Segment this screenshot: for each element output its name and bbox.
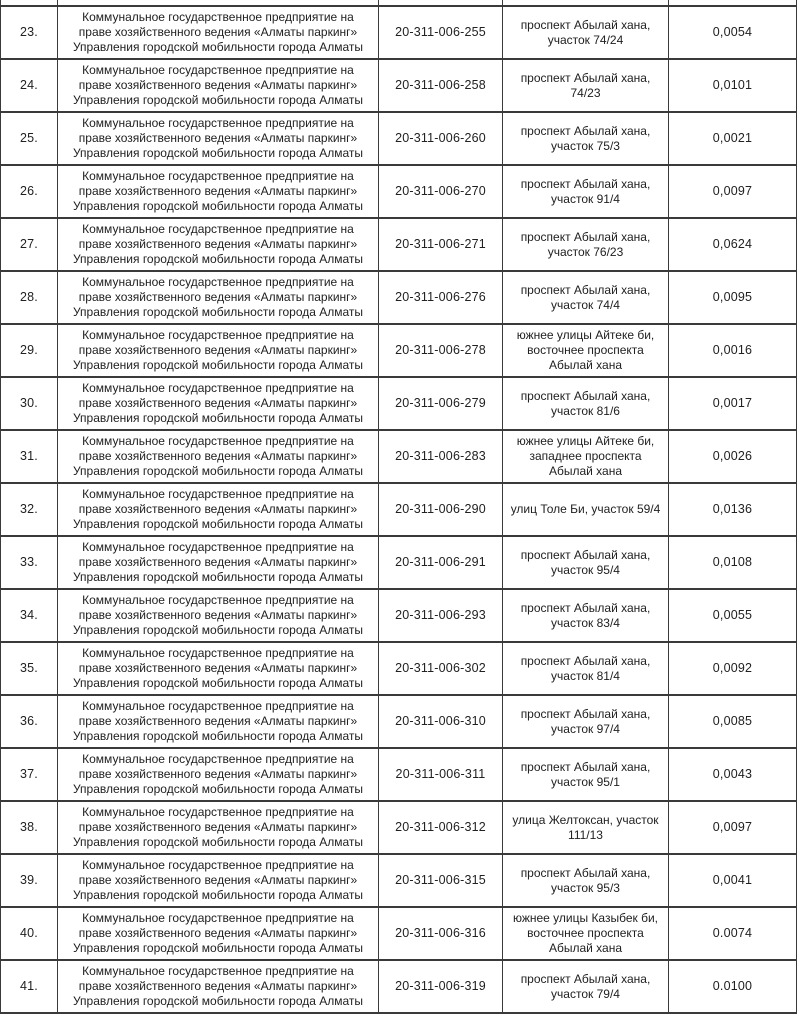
address-cell: проспект Абылай хана, участок 95/3 bbox=[503, 854, 669, 907]
table-row bbox=[1, 112, 797, 165]
address-cell: улица Желтоксан, участок 111/13 bbox=[503, 801, 669, 854]
table-row bbox=[1, 6, 797, 59]
area-cell: 0,0054 bbox=[669, 6, 797, 59]
area-cell: 0,0017 bbox=[669, 377, 797, 430]
organization-cell: Коммунальное государственное предприятие на праве хозяйственного ведения «Алматы паркинг» Управления городской мобильности города Алматы bbox=[58, 430, 379, 483]
code-cell: 20-311-006-290 bbox=[379, 483, 503, 536]
organization-cell: Коммунальное государственное предприятие на праве хозяйственного ведения «Алматы паркинг» Управления городской мобильности города Алматы bbox=[58, 165, 379, 218]
row-number-cell: 27. bbox=[1, 218, 58, 271]
code-cell: 20-311-006-260 bbox=[379, 112, 503, 165]
code-cell: 20-311-006-271 bbox=[379, 218, 503, 271]
code-cell: 20-311-006-293 bbox=[379, 589, 503, 642]
row-number-cell: 32. bbox=[1, 483, 58, 536]
address-cell: проспект Абылай хана, участок 83/4 bbox=[503, 589, 669, 642]
area-cell: 0,0016 bbox=[669, 324, 797, 377]
row-number-cell: 36. bbox=[1, 695, 58, 748]
address-cell: проспект Абылай хана, участок 95/1 bbox=[503, 748, 669, 801]
organization-cell: Коммунальное государственное предприятие на праве хозяйственного ведения «Алматы паркинг» Управления городской мобильности города Алматы bbox=[58, 377, 379, 430]
address-cell: проспект Абылай хана, участок 97/4 bbox=[503, 695, 669, 748]
code-cell: 20-311-006-319 bbox=[379, 960, 503, 1013]
row-number-cell: 40. bbox=[1, 907, 58, 960]
organization-cell: Коммунальное государственное предприятие на праве хозяйственного ведения «Алматы паркинг» Управления городской мобильности города Алматы bbox=[58, 536, 379, 589]
organization-cell: Коммунальное государственное предприятие на праве хозяйственного ведения «Алматы паркинг» Управления городской мобильности города Алматы bbox=[58, 271, 379, 324]
area-cell: 0,0026 bbox=[669, 430, 797, 483]
table-row bbox=[1, 642, 797, 695]
address-cell: южнее улицы Айтеке би, западнее проспекта Абылай хана bbox=[503, 430, 669, 483]
address-cell: проспект Абылай хана, участок 81/4 bbox=[503, 642, 669, 695]
row-number-cell: 33. bbox=[1, 536, 58, 589]
table-row bbox=[1, 960, 797, 1013]
table-row bbox=[1, 589, 797, 642]
row-number-cell: 39. bbox=[1, 854, 58, 907]
address-cell: проспект Абылай хана, 74/23 bbox=[503, 59, 669, 112]
row-number-cell: 29. bbox=[1, 324, 58, 377]
code-cell: 20-311-006-276 bbox=[379, 271, 503, 324]
table-row bbox=[1, 377, 797, 430]
organization-cell: Коммунальное государственное предприятие на праве хозяйственного ведения «Алматы паркинг» Управления городской мобильности города Алматы bbox=[58, 695, 379, 748]
table-row bbox=[1, 854, 797, 907]
address-cell: южнее улицы Казыбек би, восточнее проспекта Абылай хана bbox=[503, 907, 669, 960]
area-cell: 0,0108 bbox=[669, 536, 797, 589]
table-body bbox=[1, 0, 797, 1013]
code-cell: 20-311-006-279 bbox=[379, 377, 503, 430]
table-row bbox=[1, 165, 797, 218]
code-cell: 20-311-006-315 bbox=[379, 854, 503, 907]
address-cell: проспект Абылай хана, участок 74/4 bbox=[503, 271, 669, 324]
area-cell: 0,0097 bbox=[669, 165, 797, 218]
code-cell: 20-311-006-311 bbox=[379, 748, 503, 801]
area-cell: 0,0041 bbox=[669, 854, 797, 907]
address-cell: проспект Абылай хана, участок 95/4 bbox=[503, 536, 669, 589]
address-cell: проспект Абылай хана, участок 75/3 bbox=[503, 112, 669, 165]
table-row bbox=[1, 536, 797, 589]
organization-cell: Коммунальное государственное предприятие на праве хозяйственного ведения «Алматы паркинг» Управления городской мобильности города Алматы bbox=[58, 59, 379, 112]
area-cell: 0.0100 bbox=[669, 960, 797, 1013]
row-number-cell: 38. bbox=[1, 801, 58, 854]
table-row bbox=[1, 483, 797, 536]
code-cell: 20-311-006-283 bbox=[379, 430, 503, 483]
area-cell: 0,0092 bbox=[669, 642, 797, 695]
organization-cell: Коммунальное государственное предприятие на праве хозяйственного ведения «Алматы паркинг» Управления городской мобильности города Алматы bbox=[58, 642, 379, 695]
address-cell: южнее улицы Айтеке би, восточнее проспекта Абылай хана bbox=[503, 324, 669, 377]
organization-cell: Коммунальное государственное предприятие на праве хозяйственного ведения «Алматы паркинг» Управления городской мобильности города Алматы bbox=[58, 6, 379, 59]
area-cell: 0,0055 bbox=[669, 589, 797, 642]
address-cell: улиц Толе Би, участок 59/4 bbox=[503, 483, 669, 536]
organization-cell: Коммунальное государственное предприятие на праве хозяйственного ведения «Алматы паркинг» Управления городской мобильности города Алматы bbox=[58, 483, 379, 536]
organization-cell: Коммунальное государственное предприятие на праве хозяйственного ведения «Алматы паркинг» Управления городской мобильности города Алматы bbox=[58, 112, 379, 165]
code-cell: 20-311-006-302 bbox=[379, 642, 503, 695]
table-row bbox=[1, 695, 797, 748]
address-cell: проспект Абылай хана, участок 81/6 bbox=[503, 377, 669, 430]
area-cell: 0,0097 bbox=[669, 801, 797, 854]
table-row bbox=[1, 801, 797, 854]
table-row bbox=[1, 748, 797, 801]
code-cell: 20-311-006-310 bbox=[379, 695, 503, 748]
area-cell: 0,0101 bbox=[669, 59, 797, 112]
area-cell: 0.0074 bbox=[669, 907, 797, 960]
table-row bbox=[1, 324, 797, 377]
code-cell: 20-311-006-291 bbox=[379, 536, 503, 589]
table-row bbox=[1, 59, 797, 112]
organization-cell: Коммунальное государственное предприятие на праве хозяйственного ведения «Алматы паркинг» Управления городской мобильности города Алматы bbox=[58, 218, 379, 271]
code-cell: 20-311-006-258 bbox=[379, 59, 503, 112]
row-number-cell: 37. bbox=[1, 748, 58, 801]
organization-cell: Коммунальное государственное предприятие на праве хозяйственного ведения «Алматы паркинг» Управления городской мобильности города Алматы bbox=[58, 589, 379, 642]
table-row bbox=[1, 907, 797, 960]
code-cell: 20-311-006-316 bbox=[379, 907, 503, 960]
area-cell: 0,0021 bbox=[669, 112, 797, 165]
row-number-cell: 35. bbox=[1, 642, 58, 695]
organization-cell: Коммунальное государственное предприятие на праве хозяйственного ведения «Алматы паркинг» Управления городской мобильности города Алматы bbox=[58, 960, 379, 1013]
code-cell: 20-311-006-255 bbox=[379, 6, 503, 59]
row-number-cell: 41. bbox=[1, 960, 58, 1013]
area-cell: 0,0085 bbox=[669, 695, 797, 748]
address-cell: проспект Абылай хана, участок 79/4 bbox=[503, 960, 669, 1013]
organization-cell: Коммунальное государственное предприятие на праве хозяйственного ведения «Алматы паркинг» Управления городской мобильности города Алматы bbox=[58, 324, 379, 377]
area-cell: 0,0043 bbox=[669, 748, 797, 801]
row-number-cell: 30. bbox=[1, 377, 58, 430]
address-cell: проспект Абылай хана, участок 76/23 bbox=[503, 218, 669, 271]
area-cell: 0,0136 bbox=[669, 483, 797, 536]
organization-cell: Коммунальное государственное предприятие на праве хозяйственного ведения «Алматы паркинг» Управления городской мобильности города Алматы bbox=[58, 854, 379, 907]
row-number-cell: 24. bbox=[1, 59, 58, 112]
table-row bbox=[1, 218, 797, 271]
table-row bbox=[1, 271, 797, 324]
address-cell: проспект Абылай хана, участок 74/24 bbox=[503, 6, 669, 59]
table-row bbox=[1, 430, 797, 483]
code-cell: 20-311-006-278 bbox=[379, 324, 503, 377]
row-number-cell: 25. bbox=[1, 112, 58, 165]
row-number-cell: 26. bbox=[1, 165, 58, 218]
code-cell: 20-311-006-312 bbox=[379, 801, 503, 854]
organization-cell: Коммунальное государственное предприятие на праве хозяйственного ведения «Алматы паркинг» Управления городской мобильности города Алматы bbox=[58, 801, 379, 854]
row-number-cell: 31. bbox=[1, 430, 58, 483]
area-cell: 0,0624 bbox=[669, 218, 797, 271]
address-cell: проспект Абылай хана, участок 91/4 bbox=[503, 165, 669, 218]
row-number-cell: 34. bbox=[1, 589, 58, 642]
row-number-cell: 28. bbox=[1, 271, 58, 324]
code-cell: 20-311-006-270 bbox=[379, 165, 503, 218]
organization-cell: Коммунальное государственное предприятие на праве хозяйственного ведения «Алматы паркинг» Управления городской мобильности города Алматы bbox=[58, 748, 379, 801]
organization-cell: Коммунальное государственное предприятие на праве хозяйственного ведения «Алматы паркинг» Управления городской мобильности города Алматы bbox=[58, 907, 379, 960]
row-number-cell: 23. bbox=[1, 6, 58, 59]
area-cell: 0,0095 bbox=[669, 271, 797, 324]
